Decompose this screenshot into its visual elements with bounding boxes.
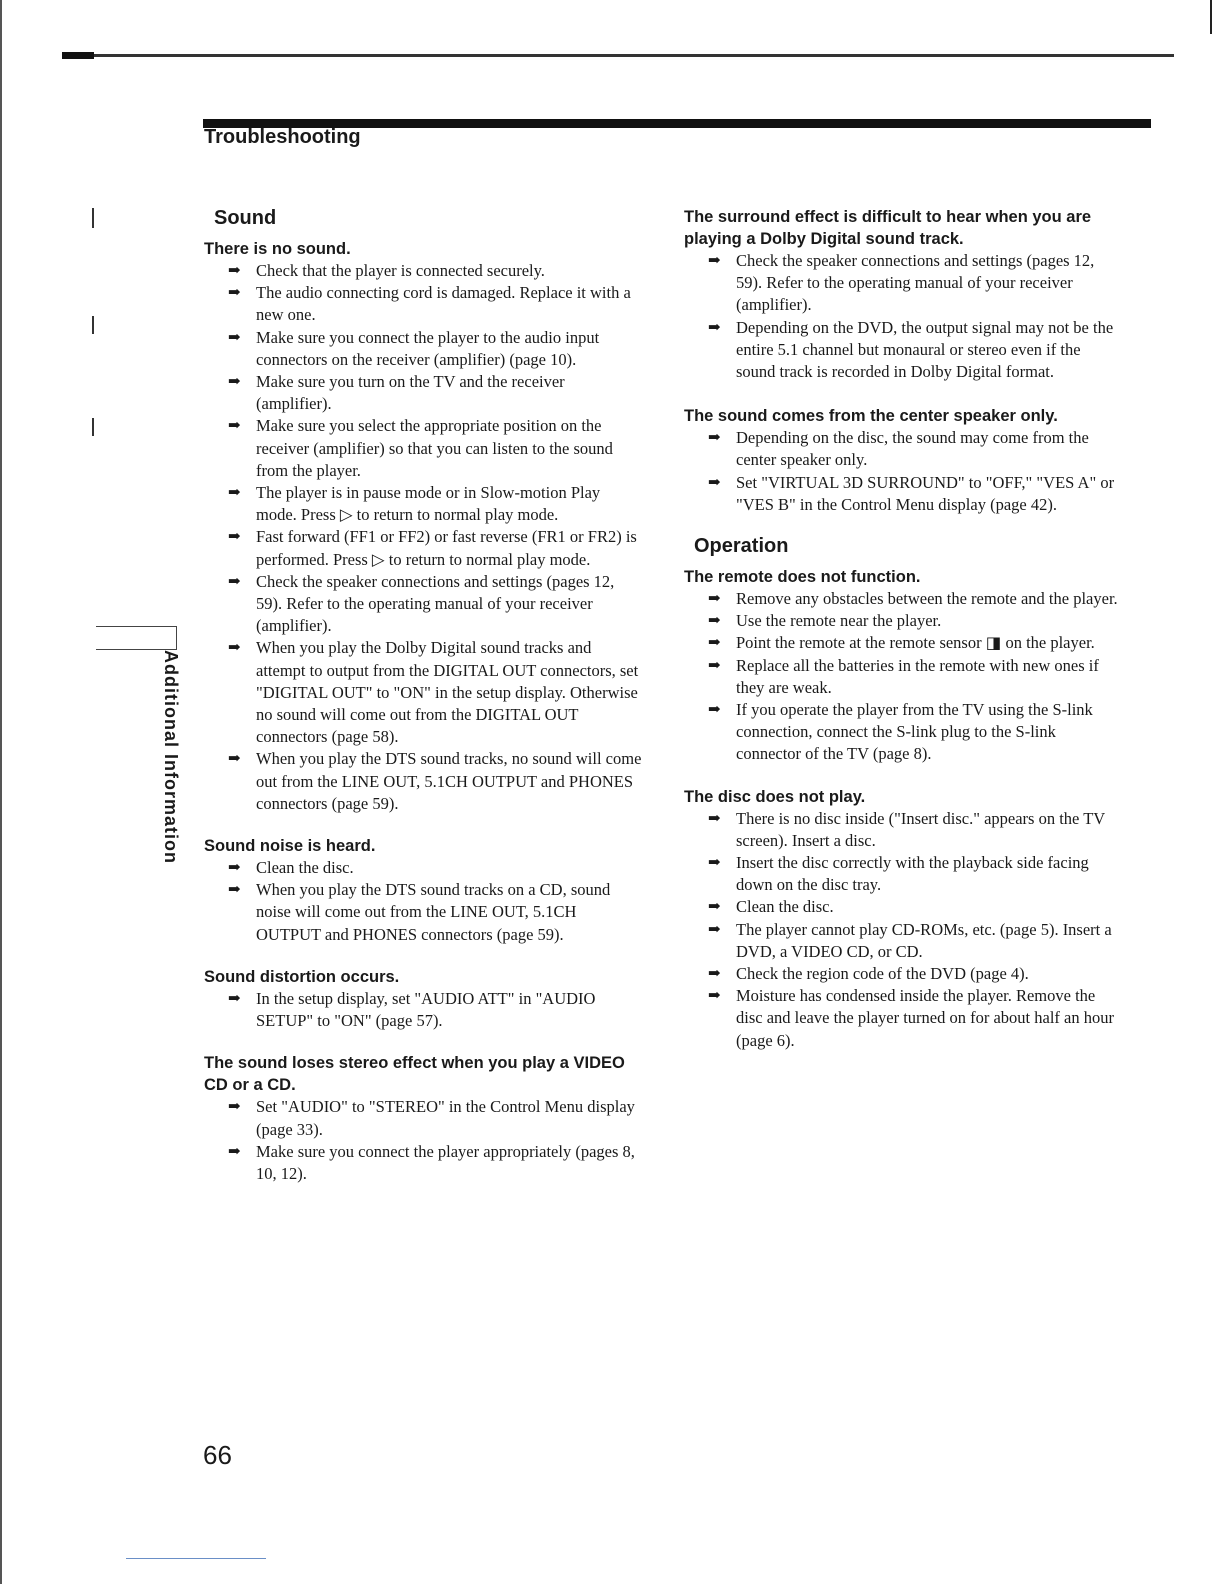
solution-item [684, 852, 1124, 896]
left-column [204, 206, 644, 1185]
solution-item [684, 963, 1124, 985]
arrow-right-icon: ➡ [708, 430, 721, 447]
margin-tick [92, 418, 94, 436]
solution-item [684, 632, 1124, 654]
solution-text: Check the speaker connections and settings (pages 12, 59). Refer to the operating manual of your receiver (amplifier). [736, 251, 1095, 315]
solution-item [204, 327, 644, 371]
arrow-right-icon: ➡ [708, 810, 721, 827]
arrow-right-icon: ➡ [228, 1143, 241, 1160]
margin-tick [92, 208, 94, 228]
solution-item [684, 250, 1124, 317]
solution-list [204, 1096, 644, 1185]
solution-text: Make sure you select the appropriate position on the receiver (amplifier) so that you can listen to the sound from the player. [256, 416, 613, 480]
scan-edge [0, 0, 2, 1584]
problem-heading: The surround effect is difficult to hear when you are playing a Dolby Digital sound track. [684, 208, 1092, 248]
spacer [684, 516, 1124, 534]
page-number: 66 [203, 1440, 232, 1470]
arrow-right-icon: ➡ [708, 899, 721, 916]
bottom-rule [126, 1558, 266, 1559]
solution-list [684, 808, 1124, 1052]
solution-text: In the setup display, set "AUDIO ATT" in "AUDIO SETUP" to "ON" (page 57). [256, 988, 596, 1031]
solution-item [684, 808, 1124, 852]
solution-text: If you operate the player from the TV using the S-link connection, connect the S-link plug to the S-link connector of the TV (page 8). [736, 700, 1093, 764]
arrow-right-icon: ➡ [708, 921, 721, 938]
solution-text: When you play the Dolby Digital sound tracks and attempt to output from the DIGITAL OUT connectors, set "DIGITAL OUT" to "ON" in the setup display. Otherwise no sound will come out from the DIGITAL OUT connectors (page 58). [256, 638, 639, 747]
problem-heading: There is no sound. [204, 240, 351, 258]
solution-list [684, 427, 1124, 516]
arrow-right-icon: ➡ [228, 751, 241, 768]
solution-item [204, 571, 644, 638]
solution-item [204, 1141, 644, 1185]
arrow-right-icon: ➡ [708, 657, 721, 674]
arrow-right-icon: ➡ [708, 855, 721, 872]
problem-heading: The remote does not function. [684, 568, 921, 587]
top-rule-cap [62, 52, 94, 59]
solution-list [204, 988, 644, 1032]
solution-text: Insert the disc correctly with the playback side facing down on the disc tray. [736, 853, 1089, 895]
solution-text: Remove any obstacles between the remote and the player. [736, 589, 1118, 609]
top-rule [62, 54, 1174, 57]
arrow-right-icon: ➡ [228, 882, 241, 899]
solution-item [204, 482, 644, 526]
solution-item [684, 985, 1124, 1052]
troubleshooting-entry [684, 566, 1124, 766]
arrow-right-icon: ➡ [708, 988, 721, 1005]
solution-text: The audio connecting cord is damaged. Replace it with a new one. [256, 283, 631, 325]
troubleshooting-entry [204, 966, 644, 1032]
solution-text: Fast forward (FF1 or FF2) or fast reverse (FR1 or FR2) is performed. Press ▷ to return to normal play mode. [256, 527, 637, 569]
solution-item [204, 748, 644, 815]
solution-item [204, 879, 644, 946]
solution-text: Moisture has condensed inside the player. Remove the disc and leave the player turned on for about half an hour (page 6). [736, 986, 1114, 1050]
right-operation-groups [684, 566, 1124, 1052]
solution-text: Set "VIRTUAL 3D SURROUND" to "OFF," "VES A" or "VES B" in the Control Menu display (page 42). [736, 472, 1115, 514]
arrow-right-icon: ➡ [228, 374, 241, 391]
solution-text: Make sure you connect the player to the audio input connectors on the receiver (amplifier) (page 10). [256, 327, 600, 369]
arrow-right-icon: ➡ [228, 573, 241, 590]
solution-text: Clean the disc. [256, 858, 354, 878]
solution-text: Check the speaker connections and settings (pages 12, 59). Refer to the operating manual of your receiver (amplifier). [256, 571, 615, 636]
solution-item [204, 371, 644, 415]
troubleshooting-entry [684, 786, 1124, 1052]
arrow-right-icon: ➡ [708, 474, 721, 491]
solution-text: Set "AUDIO" to "STEREO" in the Control Menu display (page 33). [256, 1097, 635, 1139]
solution-item [204, 1096, 644, 1140]
solution-item [684, 317, 1124, 384]
solution-item [684, 588, 1124, 610]
problem-heading: Sound distortion occurs. [204, 967, 400, 986]
solution-item [204, 988, 644, 1032]
solution-text: Make sure you turn on the TV and the receiver (amplifier). [256, 372, 565, 414]
solution-item [684, 655, 1124, 699]
solution-text: Depending on the DVD, the output signal may not be the entire 5.1 channel but monaural or stereo even if the sound track is recorded in Dolby Digital format. [736, 317, 1114, 382]
solution-item [684, 610, 1124, 632]
page-title: Troubleshooting [204, 126, 361, 148]
solution-text: The player cannot play CD-ROMs, etc. (page 5). Insert a DVD, a VIDEO CD, or CD. [736, 919, 1112, 961]
solution-text: When you play the DTS sound tracks, no sound will come out from the LINE OUT, 5.1CH OUTPUT and PHONES connectors (page 59). [256, 749, 642, 813]
solution-list [684, 588, 1124, 766]
solution-item [204, 282, 644, 326]
right-column [684, 206, 1124, 1052]
solution-item [204, 415, 644, 482]
solution-text: Use the remote near the player. [736, 611, 942, 631]
side-tab-frame [96, 626, 177, 650]
solution-item [684, 472, 1124, 516]
problem-heading: The disc does not play. [684, 787, 866, 806]
solution-item [684, 919, 1124, 963]
solution-text: Check that the player is connected securely. [256, 261, 545, 280]
section-heading-sound: Sound [214, 207, 277, 229]
solution-text: Point the remote at the remote sensor ◨ on the player. [736, 633, 1095, 653]
troubleshooting-entry [684, 206, 1124, 383]
arrow-right-icon: ➡ [228, 860, 241, 877]
problem-heading: The sound comes from the center speaker only. [684, 407, 1058, 426]
problem-heading: The sound loses stereo effect when you play a VIDEO CD or a CD. [204, 1054, 625, 1095]
troubleshooting-entry [204, 835, 644, 946]
arrow-right-icon: ➡ [228, 485, 241, 502]
problem-heading: Sound noise is heard. [204, 837, 376, 856]
arrow-right-icon: ➡ [228, 285, 241, 302]
solution-item [204, 857, 644, 879]
solution-item [684, 896, 1124, 918]
solution-list [204, 260, 644, 815]
solution-item [684, 427, 1124, 471]
troubleshooting-entry [684, 405, 1124, 516]
arrow-right-icon: ➡ [708, 966, 721, 983]
solution-item [204, 637, 644, 748]
arrow-right-icon: ➡ [228, 640, 241, 657]
solution-text: Check the region code of the DVD (page 4). [736, 964, 1029, 984]
solution-text: There is no disc inside ("Insert disc." appears on the TV screen). Insert a disc. [736, 808, 1105, 850]
arrow-right-icon: ➡ [708, 702, 721, 719]
section-heading-operation: Operation [694, 535, 789, 558]
arrow-right-icon: ➡ [708, 253, 721, 269]
solution-list [204, 857, 644, 946]
arrow-right-icon: ➡ [708, 613, 721, 630]
solution-text: Clean the disc. [736, 897, 834, 917]
arrow-right-icon: ➡ [228, 990, 241, 1007]
troubleshooting-entry [204, 238, 644, 815]
solution-item [204, 260, 644, 282]
solution-item [684, 699, 1124, 766]
arrow-right-icon: ➡ [228, 263, 241, 279]
right-sound-groups [684, 206, 1124, 516]
solution-text: Depending on the disc, the sound may come from the center speaker only. [736, 428, 1089, 470]
scan-edge-mark [1210, 0, 1212, 34]
arrow-right-icon: ➡ [228, 418, 241, 435]
solution-text: Make sure you connect the player appropriately (pages 8, 10, 12). [256, 1141, 635, 1183]
left-groups [204, 238, 644, 1185]
arrow-right-icon: ➡ [228, 529, 241, 546]
solution-item [204, 526, 644, 570]
arrow-right-icon: ➡ [708, 635, 721, 652]
solution-text: The player is in pause mode or in Slow-motion Play mode. Press ▷ to return to normal play mode. [256, 483, 601, 525]
solution-text: When you play the DTS sound tracks on a CD, sound noise will come out from the LINE OUT, 5.1CH OUTPUT and PHONES connectors (page 59). [256, 880, 611, 944]
side-tab-label: Additional Information [161, 650, 181, 864]
arrow-right-icon: ➡ [228, 329, 241, 346]
solution-text: Replace all the batteries in the remote with new ones if they are weak. [736, 655, 1099, 697]
arrow-right-icon: ➡ [708, 319, 721, 336]
arrow-right-icon: ➡ [708, 591, 721, 608]
margin-tick [92, 316, 94, 334]
troubleshooting-entry [204, 1052, 644, 1185]
arrow-right-icon: ➡ [228, 1099, 241, 1116]
solution-list [684, 250, 1124, 383]
